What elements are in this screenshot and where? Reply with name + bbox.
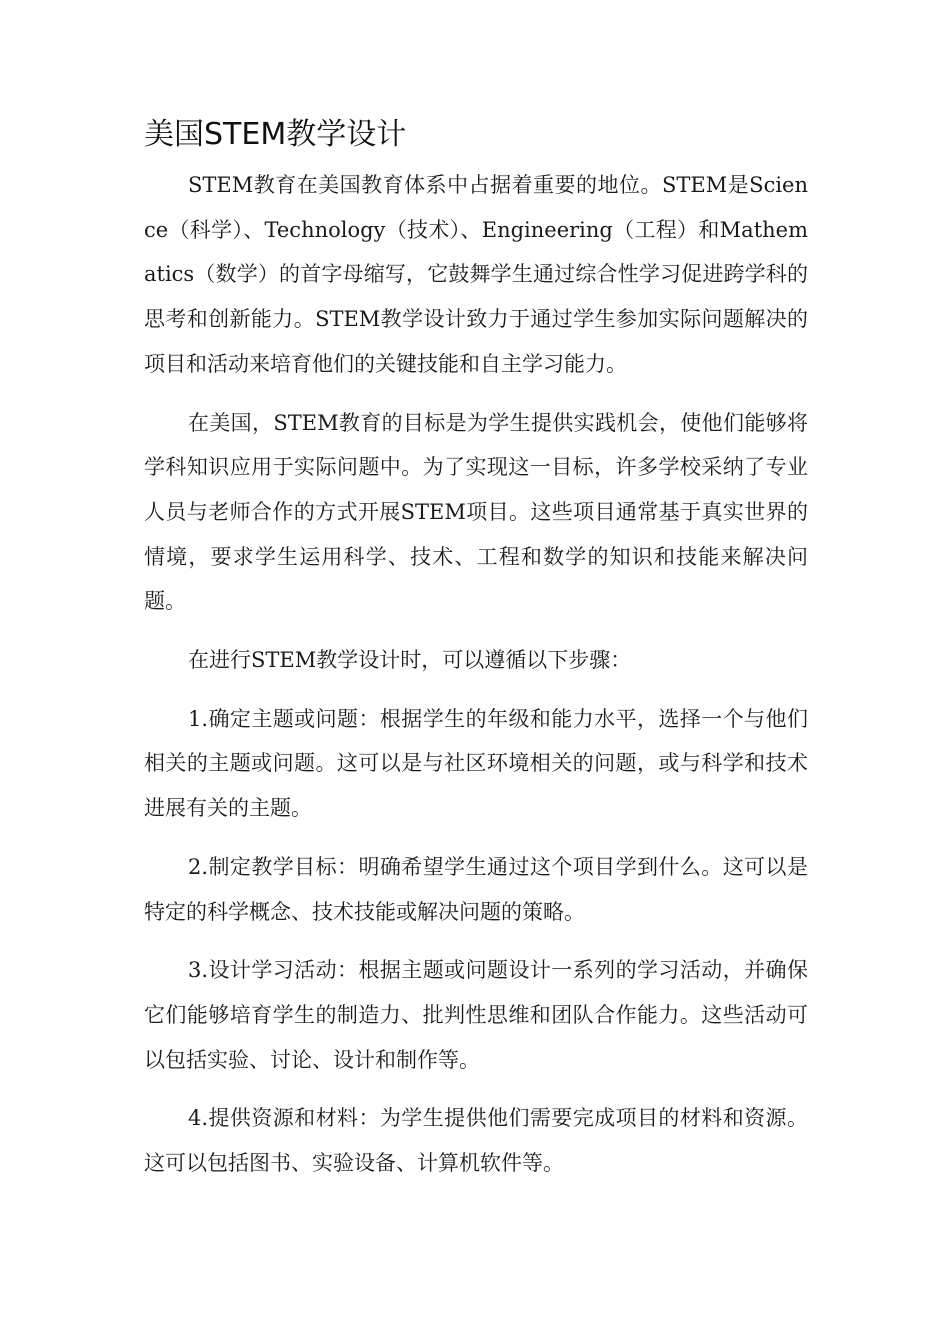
document-title: 美国STEM教学设计 bbox=[144, 117, 407, 152]
paragraph-goals: 在美国，STEM教育的目标是为学生提供实践机会，使他们能够将学科知识应用于实际问题中。为了实现这一目标，许多学校采纳了专业人员与老师合作的方式开展STEM项目。这些项目通常基于真实世界的情境，要求学生运用科学、技术、工程和数学的知识和技能来解决问题。 bbox=[144, 410, 808, 614]
paragraph-step-4: 4.提供资源和材料：为学生提供他们需要完成项目的材料和资源。这可以包括图书、实验设备、计算机软件等。 bbox=[144, 1106, 808, 1176]
paragraph-step-2: 2.制定教学目标：明确希望学生通过这个项目学到什么。这可以是特定的科学概念、技术技能或解决问题的策略。 bbox=[144, 854, 808, 924]
paragraph-steps-intro: 在进行STEM教学设计时，可以遵循以下步骤： bbox=[188, 648, 632, 673]
paragraph-step-1: 1.确定主题或问题：根据学生的年级和能力水平，选择一个与他们相关的主题或问题。这可以是与社区环境相关的问题，或与科学和技术进展有关的主题。 bbox=[144, 706, 808, 821]
paragraph-step-3: 3.设计学习活动：根据主题或问题设计一系列的学习活动，并确保它们能够培育学生的制造力、批判性思维和团队合作能力。这些活动可以包括实验、讨论、设计和制作等。 bbox=[144, 958, 808, 1072]
document-body bbox=[144, 163, 808, 1200]
paragraph-intro: STEM教育在美国教育体系中占据着重要的地位。STEM是Science（科学）、Technology（技术）、Engineering（工程）和Mathematics（数学）的首字母缩写，它鼓舞学生通过综合性学习促进跨学科的思考和创新能力。STEM教学设计致力于通过学生参加实际问题解决的项目和活动来培育他们的关键技能和自主学习能力。 bbox=[144, 173, 808, 376]
